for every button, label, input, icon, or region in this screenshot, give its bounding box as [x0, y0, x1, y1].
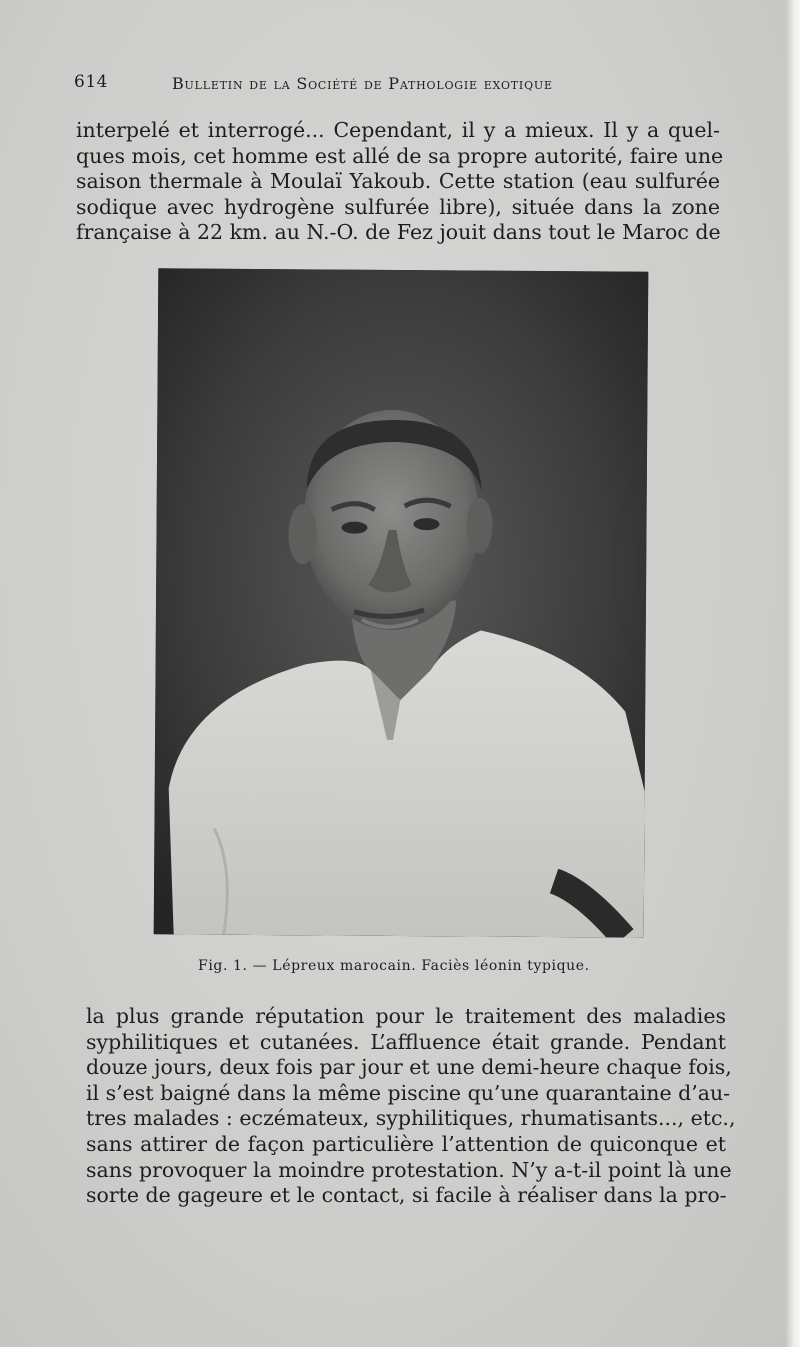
paragraph-bottom [86, 1004, 736, 1209]
text-line: saison thermale à Moulaï Yakoub. Cette station (eau sulfurée [76, 169, 720, 194]
page-edge [786, 0, 800, 1347]
portrait-image [154, 268, 649, 937]
text-line: la plus grande réputation pour le traitement des maladies [86, 1004, 726, 1028]
text-line: sorte de gageure et le contact, si facile à réaliser dans la pro- [86, 1183, 727, 1208]
text-line: sans attirer de façon particulière l’attention de quiconque et [86, 1131, 726, 1156]
running-head [74, 72, 734, 96]
portrait-photograph [154, 268, 649, 937]
text-line: tres malades : eczémateux, syphilitiques, rhumatisants..., etc., [86, 1106, 736, 1131]
text-line: française à 22 km. au N.-O. de Fez jouit dans tout le Maroc de [76, 220, 721, 245]
journal-title: Bulletin de la Société de Pathologie exotique [172, 74, 553, 93]
text-line: douze jours, deux fois par jour et une demi-heure chaque fois, [86, 1055, 732, 1080]
text-line: sodique avec hydrogène sulfurée libre), située dans la zone [76, 194, 720, 219]
text-line: il s’est baigné dans la même piscine qu’une quarantaine d’au- [86, 1080, 731, 1105]
text-line: sans provoquer la moindre protestation. N’y a-t-il point là une [86, 1157, 732, 1182]
paragraph-top [76, 118, 724, 246]
figure-caption: Fig. 1. — Lépreux marocain. Faciès léonin typique. [198, 958, 590, 974]
text-line: ques mois, cet homme est allé de sa propre autorité, faire une [76, 143, 724, 168]
page-number: 614 [74, 72, 108, 92]
text-line: interpelé et interrogé... Cependant, il y a mieux. Il y a quel- [76, 118, 720, 142]
text-line: syphilitiques et cutanées. L’affluence était grande. Pendant [86, 1029, 726, 1054]
